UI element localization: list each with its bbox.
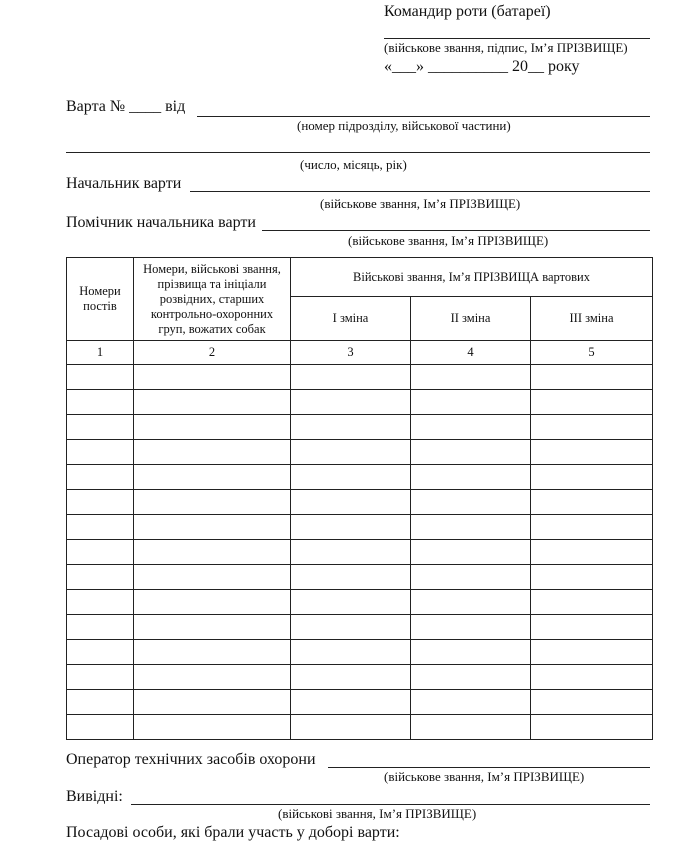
table-cell[interactable] — [67, 565, 134, 590]
column-number: 3 — [291, 341, 411, 365]
table-cell[interactable] — [291, 665, 411, 690]
table-cell[interactable] — [291, 515, 411, 540]
table-cell[interactable] — [531, 715, 653, 740]
assistant-caption: (військове звання, Ім’я ПРІЗВИЩЕ) — [348, 233, 549, 248]
operator-label: Оператор технічних засобів охорони — [66, 751, 316, 768]
guard-roster-table — [66, 257, 653, 740]
table-cell[interactable] — [291, 615, 411, 640]
guard-number-label: Варта № ____ від — [66, 98, 186, 115]
table-cell[interactable] — [531, 415, 653, 440]
table-cell[interactable] — [531, 540, 653, 565]
table-cell[interactable] — [291, 365, 411, 390]
assistant-line[interactable] — [262, 230, 650, 231]
sentries-group-header: Військові звання, Ім’я ПРІЗВИЩА вартових — [291, 258, 653, 297]
table-cell[interactable] — [411, 615, 531, 640]
table-cell[interactable] — [531, 515, 653, 540]
table-cell[interactable] — [531, 665, 653, 690]
commander-caption: (військове звання, підпис, Ім’я ПРІЗВИЩЕ) — [384, 40, 628, 55]
table-cell[interactable] — [134, 690, 291, 715]
column-number: 4 — [411, 341, 531, 365]
table-cell[interactable] — [291, 540, 411, 565]
table-cell[interactable] — [291, 690, 411, 715]
col-posts-header: Номери постів — [67, 258, 134, 341]
table-cell[interactable] — [134, 715, 291, 740]
table-cell[interactable] — [291, 465, 411, 490]
table-row — [67, 715, 653, 740]
guard-unit-line[interactable] — [197, 116, 650, 117]
table-cell[interactable] — [291, 440, 411, 465]
table-cell[interactable] — [411, 440, 531, 465]
approval-date-line: «___» __________ 20__ року — [384, 58, 580, 75]
table-cell[interactable] — [134, 640, 291, 665]
table-cell[interactable] — [134, 515, 291, 540]
table-cell[interactable] — [411, 640, 531, 665]
date-caption: (число, місяць, рік) — [300, 157, 407, 172]
table-cell[interactable] — [531, 490, 653, 515]
table-cell[interactable] — [134, 590, 291, 615]
column-number: 1 — [67, 341, 134, 365]
table-row — [67, 640, 653, 665]
table-cell[interactable] — [411, 665, 531, 690]
table-cell[interactable] — [134, 415, 291, 440]
table-row — [67, 590, 653, 615]
shift-2-header: II зміна — [411, 297, 531, 341]
table-cell[interactable] — [67, 715, 134, 740]
table-cell[interactable] — [67, 640, 134, 665]
roster-body — [67, 365, 653, 740]
table-row — [67, 690, 653, 715]
table-cell[interactable] — [134, 665, 291, 690]
table-cell[interactable] — [411, 540, 531, 565]
table-row — [67, 615, 653, 640]
table-cell[interactable] — [531, 690, 653, 715]
table-cell[interactable] — [411, 515, 531, 540]
unit-caption: (номер підрозділу, військової частини) — [297, 118, 511, 133]
table-cell[interactable] — [67, 590, 134, 615]
table-cell[interactable] — [531, 615, 653, 640]
table-cell[interactable] — [134, 565, 291, 590]
table-cell[interactable] — [67, 490, 134, 515]
table-cell[interactable] — [411, 690, 531, 715]
table-cell[interactable] — [134, 465, 291, 490]
table-cell[interactable] — [411, 365, 531, 390]
chief-line[interactable] — [190, 191, 650, 192]
table-cell[interactable] — [67, 365, 134, 390]
shift-3-header: III зміна — [531, 297, 653, 341]
assistant-label: Помічник начальника варти — [66, 214, 256, 231]
chief-caption: (військове звання, Ім’я ПРІЗВИЩЕ) — [320, 196, 521, 211]
column-number: 2 — [134, 341, 291, 365]
table-cell[interactable] — [411, 590, 531, 615]
table-cell[interactable] — [134, 615, 291, 640]
table-cell[interactable] — [291, 390, 411, 415]
table-cell[interactable] — [67, 415, 134, 440]
table-cell[interactable] — [134, 540, 291, 565]
guard-date-line[interactable] — [66, 152, 650, 153]
table-cell[interactable] — [411, 565, 531, 590]
operator-line[interactable] — [328, 767, 650, 768]
table-cell[interactable] — [411, 390, 531, 415]
released-caption: (військові звання, Ім’я ПРІЗВИЩЕ) — [278, 806, 477, 821]
table-cell[interactable] — [411, 715, 531, 740]
table-cell[interactable] — [291, 490, 411, 515]
shift-1-header: I зміна — [291, 297, 411, 341]
col-names-header: Номери, військові звання, прізвища та ініціали розвідних, старших контрольно-охоронних груп, вожатих собак — [134, 258, 291, 341]
column-number: 5 — [531, 341, 653, 365]
table-cell[interactable] — [291, 565, 411, 590]
table-row — [67, 390, 653, 415]
table-cell[interactable] — [531, 565, 653, 590]
table-cell[interactable] — [531, 465, 653, 490]
table-row — [67, 415, 653, 440]
table-cell[interactable] — [67, 390, 134, 415]
table-cell[interactable] — [134, 390, 291, 415]
table-cell[interactable] — [291, 715, 411, 740]
column-number-row — [67, 341, 653, 365]
table-cell[interactable] — [291, 640, 411, 665]
table-cell[interactable] — [531, 365, 653, 390]
commander-title: Командир роти (батареї) — [384, 3, 551, 20]
released-label: Вивідні: — [66, 788, 123, 805]
table-cell[interactable] — [291, 590, 411, 615]
table-cell[interactable] — [67, 540, 134, 565]
table-cell[interactable] — [67, 615, 134, 640]
table-row — [67, 665, 653, 690]
table-cell[interactable] — [134, 365, 291, 390]
table-cell[interactable] — [67, 665, 134, 690]
table-cell[interactable] — [67, 465, 134, 490]
commander-signature-line[interactable] — [384, 38, 650, 39]
table-cell[interactable] — [411, 465, 531, 490]
table-row — [67, 490, 653, 515]
table-cell[interactable] — [531, 390, 653, 415]
table-row — [67, 540, 653, 565]
table-cell[interactable] — [291, 415, 411, 440]
table-cell[interactable] — [531, 640, 653, 665]
table-row — [67, 440, 653, 465]
released-line[interactable] — [131, 804, 650, 805]
chief-label: Начальник варти — [66, 175, 182, 192]
table-row — [67, 565, 653, 590]
table-cell[interactable] — [67, 515, 134, 540]
officials-label: Посадові особи, які брали участь у доборі варти: — [66, 824, 400, 841]
table-cell[interactable] — [67, 690, 134, 715]
table-cell[interactable] — [67, 440, 134, 465]
table-row — [67, 515, 653, 540]
table-cell[interactable] — [531, 590, 653, 615]
table-cell[interactable] — [134, 440, 291, 465]
table-row — [67, 465, 653, 490]
table-cell[interactable] — [531, 440, 653, 465]
table-row — [67, 365, 653, 390]
table-cell[interactable] — [411, 415, 531, 440]
table-cell[interactable] — [134, 490, 291, 515]
operator-caption: (військове звання, Ім’я ПРІЗВИЩЕ) — [384, 769, 585, 784]
table-cell[interactable] — [411, 490, 531, 515]
